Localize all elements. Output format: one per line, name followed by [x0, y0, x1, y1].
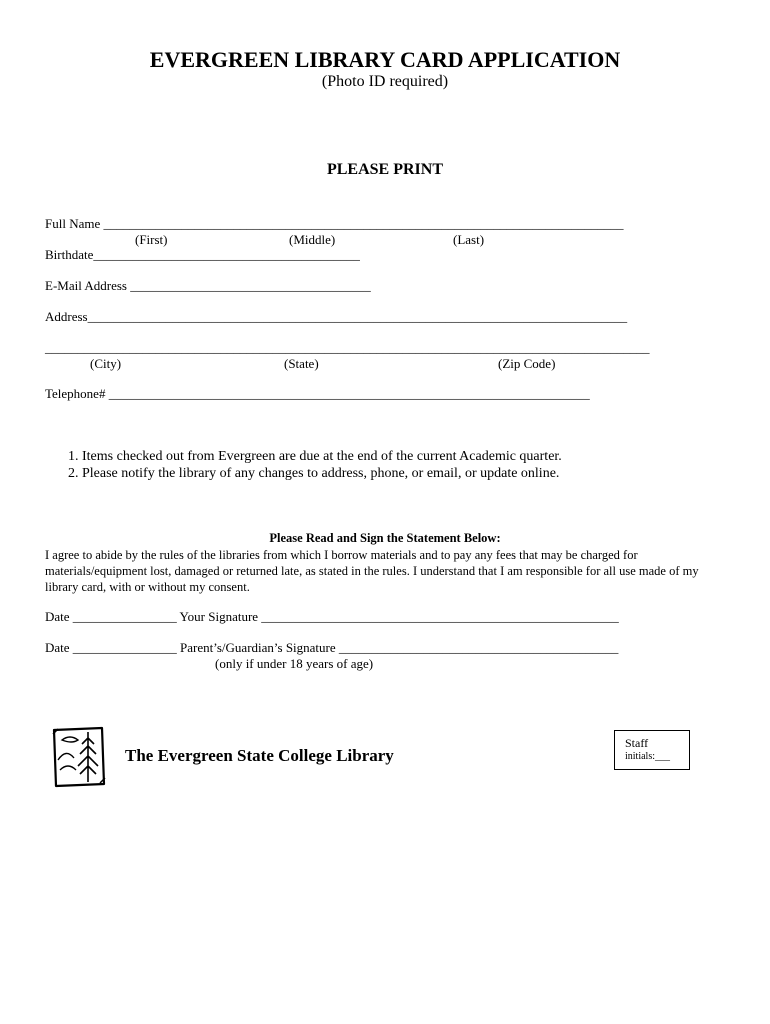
note-item: 2. Please notify the library of any changes to address, phone, or email, or update online.	[68, 466, 560, 481]
staff-label: Staff	[625, 736, 649, 750]
statement-heading: Please Read and Sign the Statement Below:	[269, 531, 501, 545]
form-title: EVERGREEN LIBRARY CARD APPLICATION	[149, 47, 621, 72]
email-field[interactable]: E-Mail Address _____________________________________	[45, 278, 371, 293]
college-name: The Evergreen State College Library	[125, 746, 394, 765]
form-subtitle: (Photo ID required)	[321, 73, 449, 90]
address-field[interactable]: Address___________________________________________________________________________________	[45, 309, 628, 324]
staff-initials-field: initials:___	[625, 751, 670, 762]
state-caption: (State)	[284, 356, 319, 371]
evergreen-tree-logo-icon	[50, 726, 107, 788]
statement-body: I agree to abide by the rules of the libraries from which I borrow materials and to pay any fees that may be charged for materials/equipment lost, damaged or returned late, as stated in the rules. I understand that I am responsible for all use made of my library card, with or without my consent.	[45, 548, 699, 594]
date-signature-line[interactable]: Date ________________ Your Signature _______________________________________________________	[45, 609, 619, 624]
last-name-caption: (Last)	[453, 232, 485, 247]
guardian-note: (only if under 18 years of age)	[215, 656, 374, 671]
zip-caption: (Zip Code)	[498, 356, 556, 371]
print-instruction: PLEASE PRINT	[326, 161, 444, 178]
full-name-field[interactable]: Full Name ________________________________________________________________________________	[45, 216, 624, 231]
address-line2-field[interactable]: _____________________________________________________________________________________________	[45, 340, 650, 355]
telephone-field[interactable]: Telephone# __________________________________________________________________________	[45, 386, 590, 401]
birthdate-field[interactable]: Birthdate_________________________________________	[45, 247, 360, 262]
city-caption: (City)	[90, 356, 122, 371]
first-name-caption: (First)	[135, 232, 168, 247]
middle-name-caption: (Middle)	[289, 232, 336, 247]
note-item: 1. Items checked out from Evergreen are due at the end of the current Academic quarter.	[68, 449, 562, 464]
guardian-signature-line[interactable]: Date ________________ Parent’s/Guardian’s Signature ___________________________________________	[45, 640, 619, 655]
